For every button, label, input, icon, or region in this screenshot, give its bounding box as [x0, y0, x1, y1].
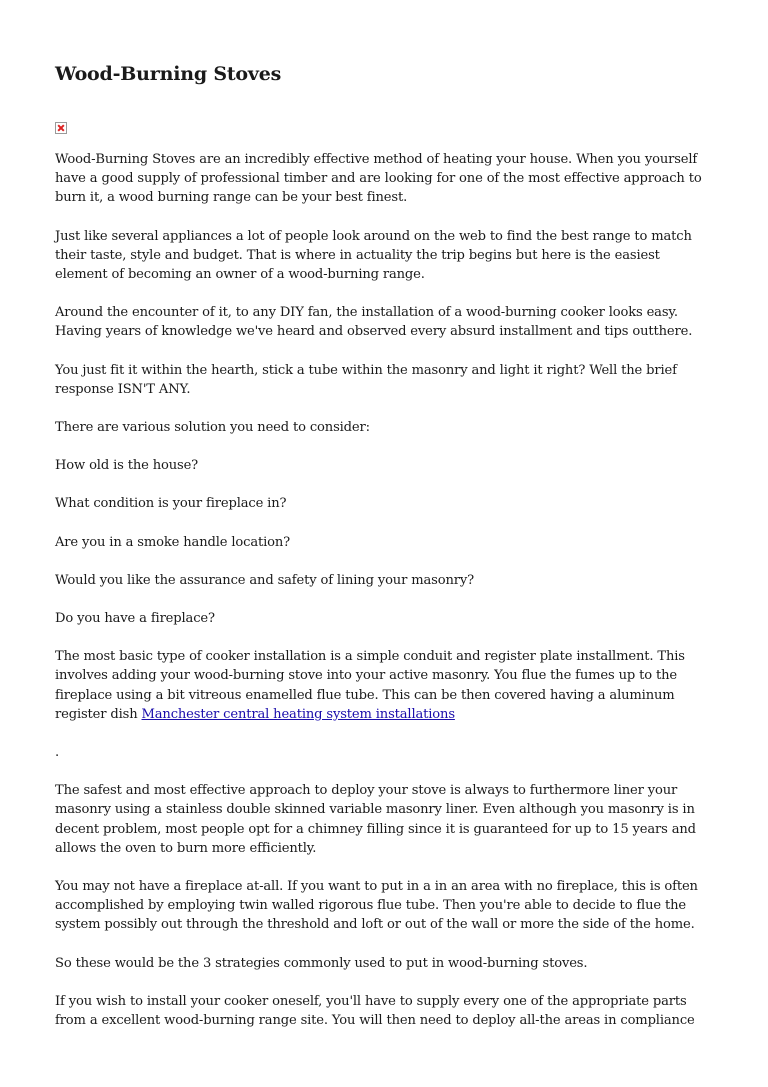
question-item: What condition is your fireplace in?: [55, 496, 287, 512]
paragraph: There are various solution you need to consider:: [55, 420, 370, 436]
question-item: Do you have a fireplace?: [55, 611, 215, 627]
paragraph: If you wish to install your cooker oneself, you'll have to supply every one of the appropriate parts from a excellent wood-burning range site. You will then need to deploy all-the areas in compliance: [55, 993, 695, 1029]
paragraph: You may not have a fireplace at-all. If you want to put in a in an area with no fireplace, this is often accomplished by employing twin walled rigorous flue tube. Then you're able to decide to flue the system possibly out through the threshold and loft or out of the wall or more the side of the home.: [55, 879, 698, 933]
paragraph: The safest and most effective approach to deploy your stove is always to furthermore liner your masonry using a stainless double skinned variable masonry liner. Even although you masonry is in decent problem, most people opt for a chimney filling since it is guaranteed for up to 15 years and allows the oven to burn more efficiently.: [55, 783, 696, 856]
document-body: [55, 150, 715, 1030]
paragraph: Just like several appliances a lot of people look around on the web to find the best range to match their taste, style and budget. That is where in actuality the trip begins but here is the easiest element of becoming an owner of a wood-burning range.: [55, 228, 692, 283]
installation-text: The most basic type of cooker installation is a simple conduit and register plate installment. This involves adding your wood-burning stove into your active masonry. You flue the fumes up to the fireplace using a bit vitreous enamelled flue tube. This can be then covered having a aluminum register dish: [55, 649, 685, 722]
paragraph: Wood-Burning Stoves are an incredibly effective method of heating your house. When you yourself have a good supply of professional timber and are looking for one of the most effective approach to burn it, a wood burning range can be your best finest.: [55, 152, 702, 206]
document-page: [55, 0, 715, 1049]
question-item: How old is the house?: [55, 458, 199, 474]
question-item: Are you in a smoke handle location?: [55, 534, 291, 550]
paragraph: So these would be the 3 strategies commonly used to put in wood-burning stoves.: [55, 955, 588, 971]
paragraph: Around the encounter of it, to any DIY fan, the installation of a wood-burning cooker looks easy. Having years of knowledge we've heard and observed every absurd installment and tips outthere.: [55, 305, 693, 340]
central-heating-link[interactable]: Manchester central heating system installations: [141, 706, 455, 722]
broken-image-icon: [55, 122, 67, 134]
page-title: Wood-Burning Stoves: [55, 63, 282, 85]
paragraph: You just fit it within the hearth, stick a tube within the masonry and light it right? Well the brief response ISN'T ANY.: [55, 362, 677, 397]
question-item: Would you like the assurance and safety of lining your masonry?: [55, 572, 474, 588]
period-line: .: [55, 745, 60, 761]
installation-paragraph: [55, 647, 715, 724]
